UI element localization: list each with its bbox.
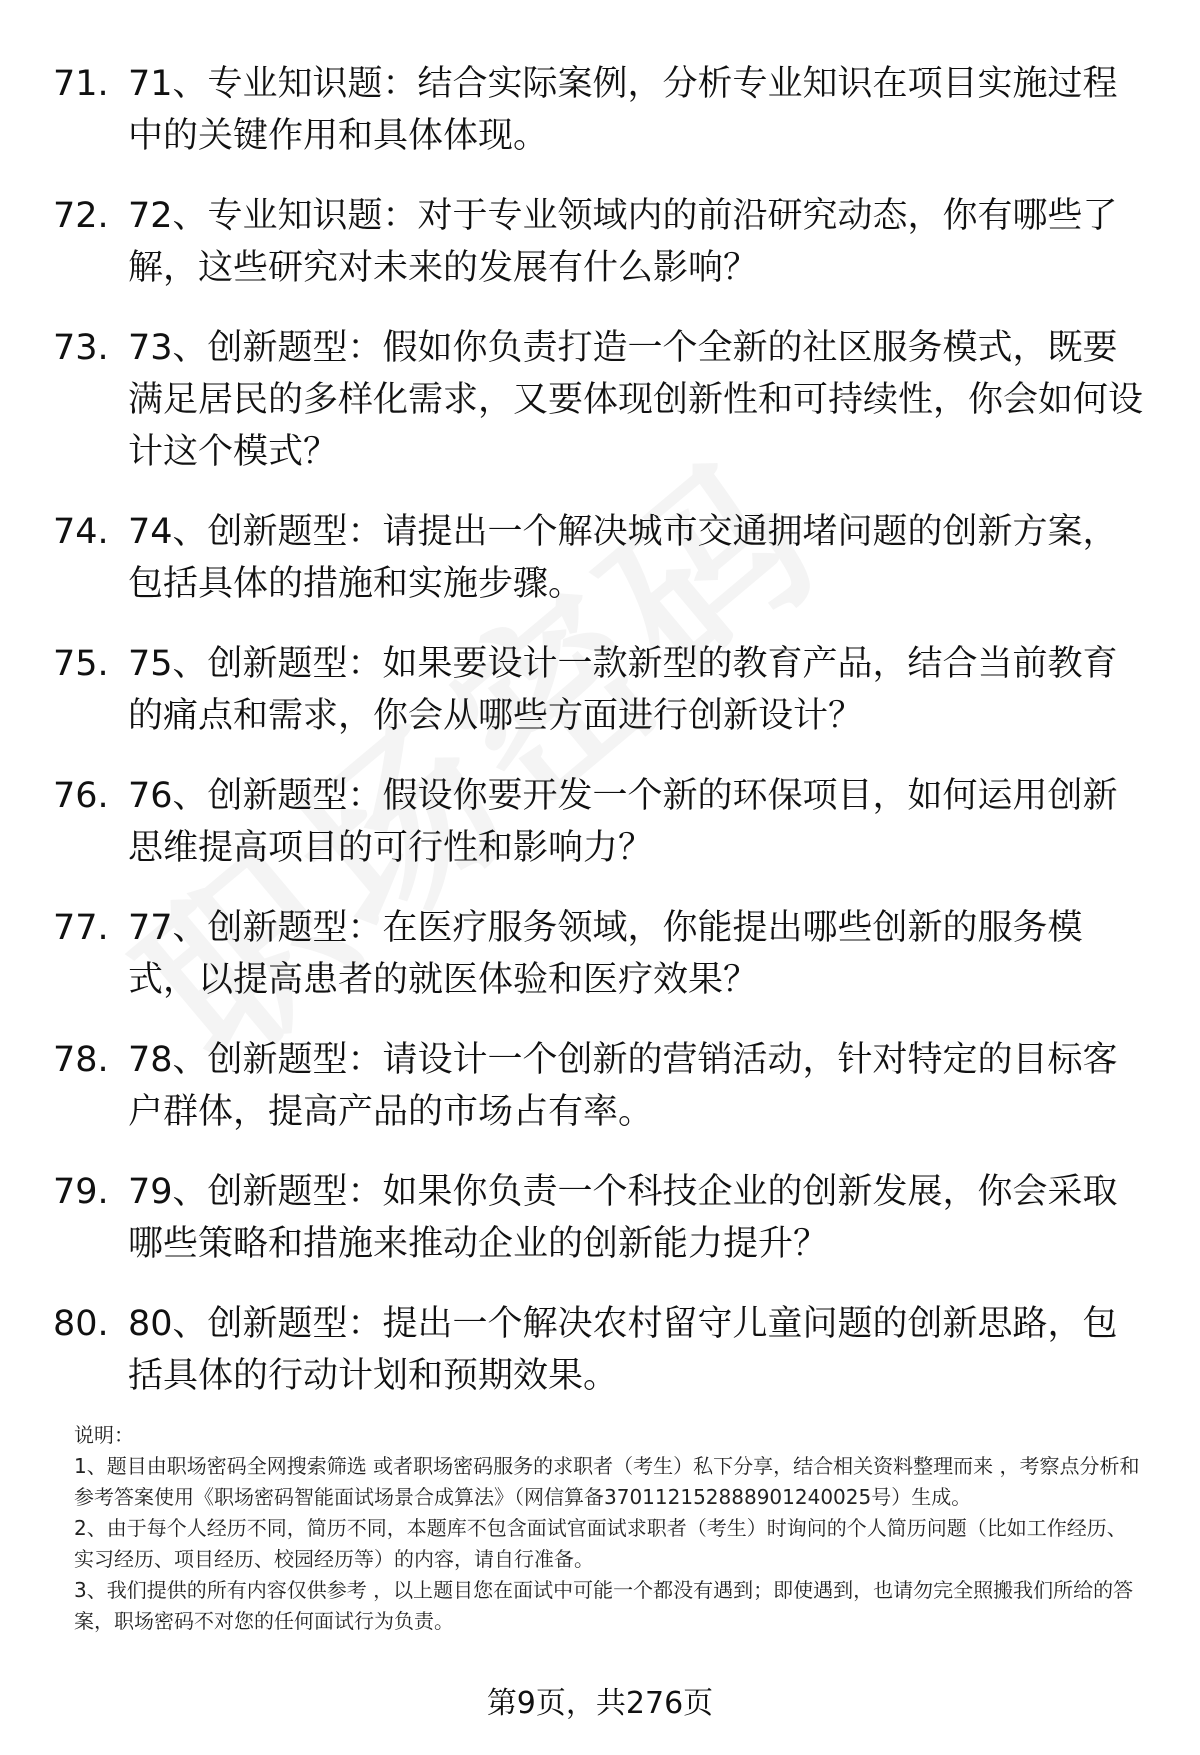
question-text: 80、创新题型：提出一个解决农村留守儿童问题的创新思路，包括具体的行动计划和预期效果。 (128, 1304, 1118, 1396)
question-item (0, 506, 1200, 638)
question-number: 77. (53, 908, 109, 948)
note-item: 1、题目由职场密码全网搜索筛选 或者职场密码服务的求职者（考生）私下分享，结合相关资料整理而来 ，考察点分析和参考答案使用《职场密码智能面试场景合成算法》（网信算备370112152888901240025号）生成。 (74, 1454, 1140, 1509)
question-text: 77、创新题型：在医疗服务领域，你能提出哪些创新的服务模式，以提高患者的就医体验和医疗效果？ (128, 908, 1083, 1000)
question-item (0, 902, 1200, 1034)
question-number: 78. (53, 1040, 109, 1080)
question-number: 74. (53, 512, 109, 552)
notes-section (74, 1420, 1144, 1637)
question-number: 73. (53, 328, 109, 368)
question-item (0, 1298, 1200, 1430)
question-item (0, 1034, 1200, 1166)
question-item (0, 58, 1200, 190)
question-number: 71. (53, 64, 109, 104)
question-text: 73、创新题型：假如你负责打造一个全新的社区服务模式，既要满足居民的多样化需求，又要体现创新性和可持续性，你会如何设计这个模式？ (128, 328, 1144, 472)
question-text: 76、创新题型：假设你要开发一个新的环保项目，如何运用创新思维提高项目的可行性和影响力？ (128, 776, 1118, 868)
question-item (0, 190, 1200, 322)
question-text: 75、创新题型：如果要设计一款新型的教育产品，结合当前教育的痛点和需求，你会从哪些方面进行创新设计？ (128, 644, 1118, 736)
question-item (0, 638, 1200, 770)
question-number: 80. (53, 1304, 109, 1344)
question-number: 79. (53, 1172, 109, 1212)
question-number: 72. (53, 196, 109, 236)
question-item (0, 770, 1200, 902)
question-text: 71、专业知识题：结合实际案例，分析专业知识在项目实施过程中的关键作用和具体体现。 (128, 64, 1118, 156)
question-item (0, 322, 1200, 506)
question-number: 75. (53, 644, 109, 684)
note-item: 3、我们提供的所有内容仅供参考 ，以上题目您在面试中可能一个都没有遇到；即使遇到，也请勿完全照搬我们所给的答案，职场密码不对您的任何面试行为负责。 (74, 1578, 1134, 1633)
question-number: 76. (53, 776, 109, 816)
note-item: 2、由于每个人经历不同，简历不同，本题库不包含面试官面试求职者（考生）时询问的个人简历问题（比如工作经历、实习经历、项目经历、校园经历等）的内容，请自行准备。 (74, 1516, 1127, 1571)
question-text: 78、创新题型：请设计一个创新的营销活动，针对特定的目标客户群体，提高产品的市场占有率。 (128, 1040, 1118, 1132)
question-list (0, 58, 1200, 1430)
question-text: 74、创新题型：请提出一个解决城市交通拥堵问题的创新方案，包括具体的措施和实施步骤。 (128, 512, 1118, 604)
question-text: 72、专业知识题：对于专业领域内的前沿研究动态，你有哪些了解，这些研究对未来的发展有什么影响？ (128, 196, 1118, 288)
question-text: 79、创新题型：如果你负责一个科技企业的创新发展，你会采取哪些策略和措施来推动企业的创新能力提升？ (128, 1172, 1118, 1264)
page-number-footer: 第9页，共276页 (486, 1686, 714, 1721)
notes-heading: 说明： (74, 1423, 134, 1447)
question-item (0, 1166, 1200, 1298)
